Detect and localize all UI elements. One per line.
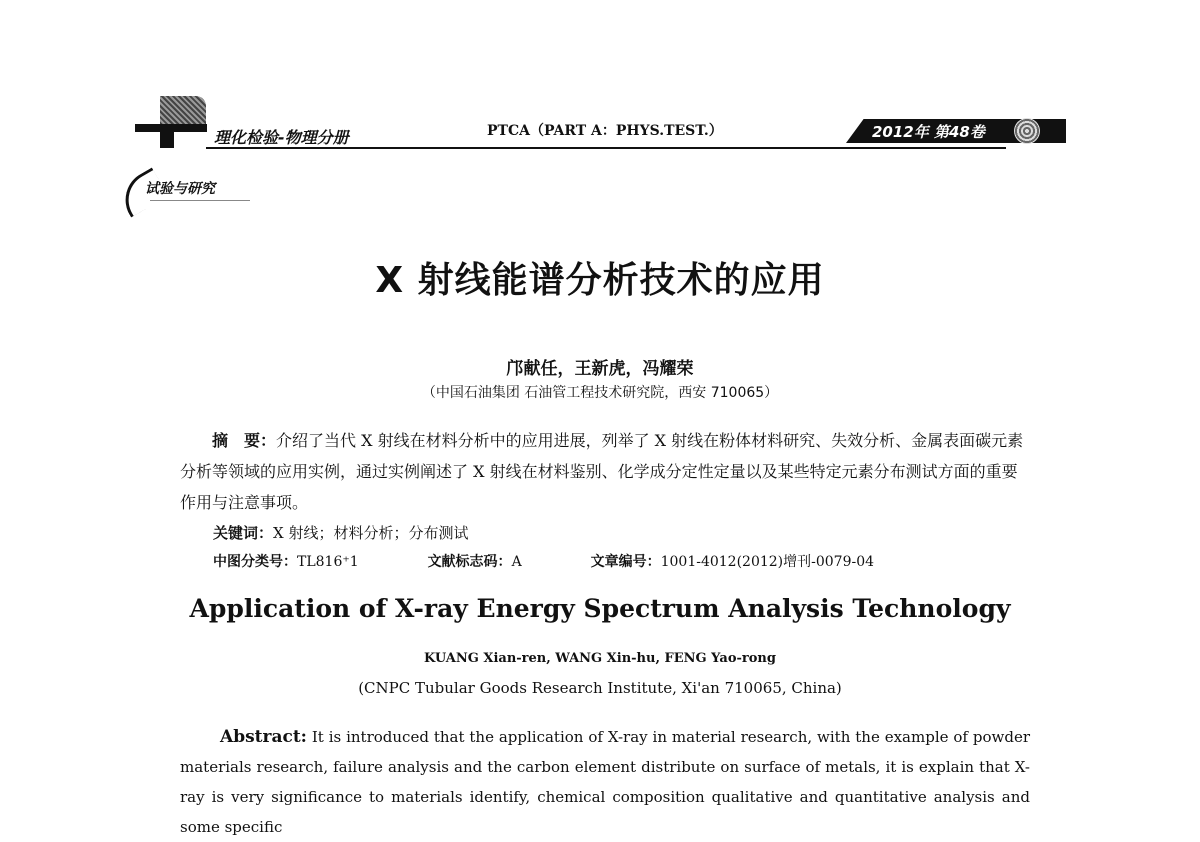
- journal-name-cn: 理化检验-物理分册: [214, 128, 349, 147]
- abstract-cn: [180, 425, 1030, 518]
- issue-info: 2012年 第48卷: [872, 123, 985, 141]
- doc-code-label: 文献标志码：: [427, 554, 512, 570]
- keywords-cn: [213, 522, 468, 543]
- abstract-label-cn: 摘 要：: [212, 431, 277, 450]
- affiliation-cn: （中国石油集团 石油管工程技术研究院，西安 710065）: [421, 385, 779, 401]
- clc-value: TL816⁺1: [297, 554, 359, 570]
- keywords-label: 关键词：: [213, 524, 274, 542]
- article-no-value: 1001-4012(2012)增刊-0079-04: [660, 554, 875, 570]
- journal-logo: [160, 96, 206, 124]
- classification-line: [213, 551, 933, 571]
- journal-logo-bar: [135, 124, 207, 132]
- authors-en: KUANG Xian-ren, WANG Xin-hu, FENG Yao-rong: [424, 651, 776, 666]
- abstract-label-en: Abstract:: [220, 727, 307, 747]
- affiliation-en: (CNPC Tubular Goods Research Institute, Xi'an 710065, China): [358, 679, 842, 697]
- journal-name-en: PTCA（PART A：PHYS.TEST.）: [487, 123, 723, 139]
- issue-seal-icon: [1014, 118, 1040, 144]
- abstract-text-en: It is introduced that the application of X-ray in material research, with the example of powder materials research, failure analysis and the carbon element distribute on surface of metals, it is explain that X-ray is very significance to materials identify, chemical composition qualitative and quantitative analysis and some specific: [180, 728, 1030, 836]
- abstract-text-cn: 介绍了当代 X 射线在材料分析中的应用进展，列举了 X 射线在粉体材料研究、失效分析、金属表面碳元素分析等领域的应用实例，通过实例阐述了 X 射线在材料鉴别、化学成分定性定量以及某些特定元素分布测试方面的重要作用与注意事项。: [180, 431, 1024, 512]
- paper-title-en: Application of X-ray Energy Spectrum Analysis Technology: [189, 594, 1011, 623]
- section-label: 试验与研究: [145, 181, 215, 197]
- header-rule: [206, 147, 1006, 149]
- clc-label: 中图分类号：: [213, 554, 297, 570]
- section-underline: [150, 200, 250, 201]
- authors-cn: 邝献任，王新虎，冯耀荣: [506, 359, 694, 379]
- doc-code-value: A: [511, 554, 522, 570]
- abstract-en: [180, 722, 1030, 842]
- keywords-value: X 射线；材料分析；分布测试: [273, 524, 469, 542]
- paper-title-cn: X 射线能谱分析技术的应用: [375, 260, 825, 301]
- journal-logo-stem: [160, 132, 174, 148]
- article-no-label: 文章编号：: [590, 554, 661, 570]
